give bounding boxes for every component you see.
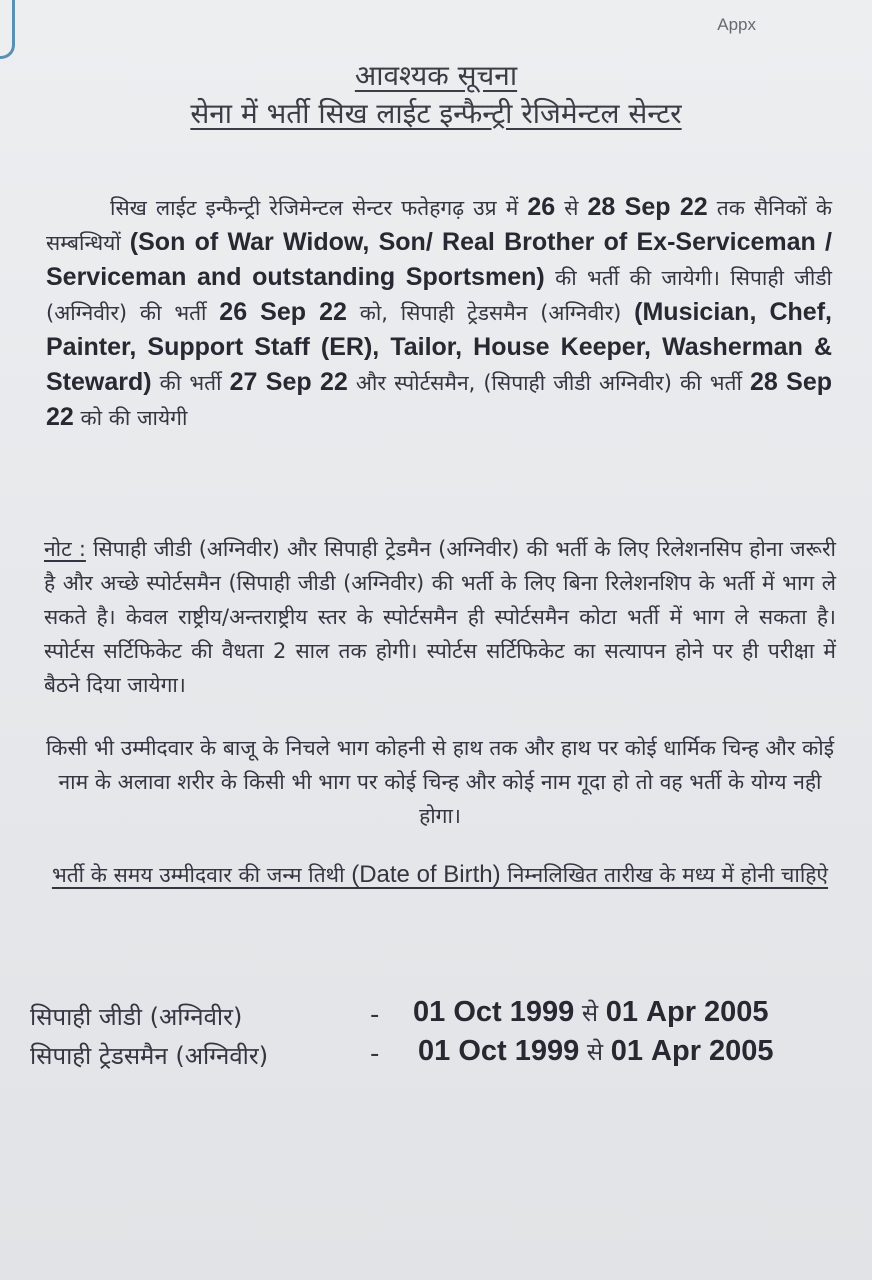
post-name: सिपाही ट्रेडसमैन (अग्निवीर) [30, 1042, 269, 1070]
dob-to: 01 Apr 2005 [605, 996, 769, 1028]
dob-notice [40, 858, 840, 892]
note-paragraph [44, 532, 836, 702]
recruitment-schedule-paragraph [46, 190, 832, 435]
dob-range [413, 996, 769, 1029]
note-text: सिपाही जीडी (अग्निवीर) और सिपाही ट्रेडमैन (अग्निवीर) की भर्ती के लिए रिलेशनसिप होना जरूरी है और अच्छे स्पोर्टसमैन (सिपाही जीडी (अग्निवीर) की भर्ती के लिए बिना रिलेशनशिप के भर्ती में भाग ले सकते है। केवल राष्ट्रीय/अन्तराष्ट्रीय स्तर के स्पोर्टसमैन ही स्पोर्टसमैन कोटा भर्ती में भाग ले सकता है। स्पोर्टस सर्टिफिकेट की वैधता 2 साल तक होगी। स्पोर्टस सर्टिफिकेट का सत्यापन होने पर ही परीक्षा में बैठने दिया जायेगा। [44, 537, 836, 697]
dob-text: भर्ती के समय उम्मीदवार की जन्म तिथी [51, 863, 352, 887]
text-segment: सिख लाईट इन्फैन्ट्री रेजिमेन्टल सेन्टर फतेहगढ़ उप्र में [110, 196, 528, 220]
dob-range [418, 1035, 774, 1068]
dob-joiner: से [574, 999, 606, 1027]
text-segment: तक सैनिकों के सम्बन्धियों [46, 196, 833, 255]
gd-date: 26 Sep 22 [219, 298, 347, 326]
separator-dash: - [370, 1039, 380, 1069]
text-segment: को की जायेगी [73, 406, 188, 430]
note-label: नोट : [44, 537, 86, 561]
text-segment: की भर्ती की जायेगी। सिपाही जीडी (अग्निवीर) की भर्ती [46, 266, 832, 325]
dob-text: निम्नलिखित तारीख के मध्य में होनी चाहिऐ [500, 863, 829, 887]
watermark: Appx [717, 15, 756, 34]
separator-dash: - [370, 1000, 380, 1030]
dob-to: 01 Apr 2005 [610, 1035, 774, 1067]
text-segment: और स्पोर्टसमैन, (सिपाही जीडी अग्निवीर) की भर्ती [347, 371, 750, 395]
notice-title [0, 56, 872, 94]
tradesman-categories: (Musician, Chef, Painter, Support Staff (ER), Tailor, House Keeper, Washerman & Steward) [46, 298, 832, 396]
dob-row-gd [30, 996, 769, 1033]
text-segment: को, सिपाही ट्रेडसमैन (अग्निवीर) [346, 301, 635, 325]
dob-from: 01 Oct 1999 [413, 996, 575, 1028]
post-name: सिपाही जीडी (अग्निवीर) [30, 1003, 243, 1031]
notice-subtitle-text: सेना में भर्ती सिख लाईट इन्फैन्ट्री रेजिमेन्टल सेन्टर [190, 97, 682, 130]
text-segment: की भर्ती [151, 371, 230, 395]
tattoo-rule-paragraph: किसी भी उम्मीदवार के बाजू के निचले भाग कोहनी से हाथ तक और हाथ पर कोई धार्मिक चिन्ह और कोई नाम के अलावा शरीर के किसी भी भाग पर कोई चिन्ह और कोई नाम गूदा हो तो वह भर्ती के योग्य नही होगा। [45, 736, 835, 828]
dob-row-tradesman [30, 1035, 774, 1072]
notice-subtitle [0, 94, 872, 132]
sportsmen-date: 28 Sep 22 [46, 368, 833, 431]
dob-joiner: से [579, 1038, 611, 1066]
end-date: 28 Sep 22 [587, 193, 708, 221]
dob-from: 01 Oct 1999 [418, 1035, 580, 1067]
eligibility-categories: (Son of War Widow, Son/ Real Brother of Ex-Serviceman / Serviceman and outstanding Sportsmen) [46, 228, 832, 291]
notice-title-text: आवश्यक सूचना [354, 59, 518, 92]
tradesman-date: 27 Sep 22 [229, 368, 348, 396]
text-segment: से [555, 196, 588, 220]
dob-english: (Date of Birth) [351, 861, 501, 888]
start-date: 26 [527, 193, 556, 221]
binder-clip-mark [0, 0, 15, 59]
